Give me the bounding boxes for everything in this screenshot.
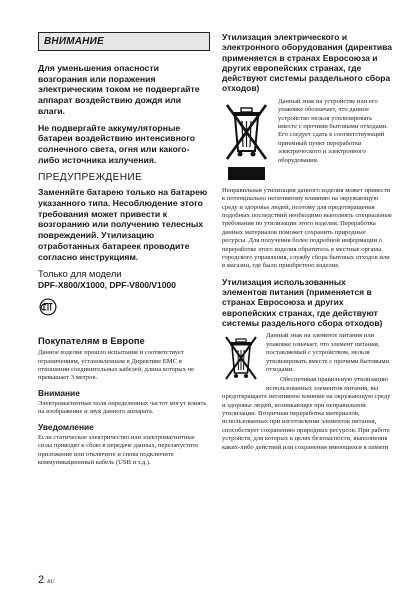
notice-paragraph: Если статическое электричество или электромагнитные силы приводят к сбою в передаче данных, перезапустите приложение или отключите и снова подключите коммуникационный кабель (USB и т.д.). (38, 433, 199, 466)
left-column (38, 32, 210, 469)
battery-heading: Утилизация использованных элементов питания (применяется в странах Евросоюза и других европейских странах, где действуют системы раздельного сбора отходов) (222, 276, 383, 329)
language-code: RU (47, 579, 55, 585)
model-label: Только для модели (38, 268, 122, 280)
page-number: 2 (38, 574, 45, 586)
warning-paragraph-2: Не подвергайте аккумуляторные батареи воздействию интенсивного солнечного света, огня или какого-либо источника излучения. (38, 122, 195, 165)
caution-paragraph: Заменяйте батарею только на батарею указанного типа. Несоблюдение этого требования может привести к возгоранию или получению телесных повреждений. Утилизацию отработанных батареек проводите согласно инструкциям. (38, 187, 208, 262)
notice-heading: Уведомление (38, 421, 94, 432)
pct-certification-icon (39, 298, 57, 316)
battery-paragraph-2: Обеспечивая правильную утилизацию использованных элементов питания, вы предотвращаете негативное влияние на окружающую среду и здоровье людей, возникающее при неправильной утилизации. Вторичная переработка материалов, использованных при изготовлении элементов питания, способствует сохранению природных ресурсов. При работе устройств, для которых в целях безопасности, выполнения каких-либо действий или сохранения имеющихся в памяти (222, 376, 391, 451)
warning-box (38, 32, 210, 51)
europe-paragraph: Данное изделие прошло испытания и соответствует ограничениям, установленным в Директиве EMC в отношении соединительных кабелей, длина которых не превышает 3 метров. (38, 349, 195, 382)
weee-paragraph-1: Данный знак на устройстве или его упаковке обозначает, что данное устройство нельзя утилизировать вместе с прочими бытовыми отходами. Его следует сдать в соответствующий приемный пункт переработки электрического и электронного оборудования. (278, 97, 389, 164)
right-column (222, 32, 392, 454)
weee-heading: Утилизация электрического и электронного оборудования (директива применяется в странах Евросоюза и других европейских странах, где действуют системы раздельного сбора отходов) (222, 32, 392, 94)
weee-paragraph-2: Неправильная утилизация данного изделия может привести к потенциально негативному влиянию на окружающую среду и здоровье людей, поэтому для предотвращения подобных последствий необходимо выполнять специальные требования по утилизации этого изделия. Переработка данных материалов поможет сохранить природные ресурсы. Для получения более подробной информации о переработке этого изделия обратитесь в местные органы городского управления, службу сбора бытовых отходов или в магазин, где было приобретено изделие. (222, 186, 392, 270)
caution-heading: ПРЕДУПРЕЖДЕНИЕ (38, 172, 143, 184)
attention-paragraph: Электромагнитные поля определенных частот могут влиять на изображение и звук данного аппарата. (38, 399, 207, 416)
model-numbers: DPF-X800/X1000, DPF-V800/V1000 (38, 280, 176, 291)
battery-bin-icon (222, 333, 260, 385)
warning-paragraph-1: Для уменьшения опасности возгорания или поражения электрическим током не подвергайте аппарат воздействию дождя или влаги. (38, 63, 200, 116)
warning-box-label: ВНИМАНИЕ (44, 36, 104, 47)
battery-paragraph-1: Данный знак на элементе питания или упаковке означает, что элемент питания, поставляемый с устройством, нельзя утилизировать вместе с прочими бытовыми отходами. (266, 332, 390, 373)
crossed-bin-icon (222, 99, 272, 185)
europe-heading: Покупателям в Европе (38, 335, 145, 347)
attention-heading: Внимание (38, 387, 80, 398)
page-footer (38, 574, 54, 586)
